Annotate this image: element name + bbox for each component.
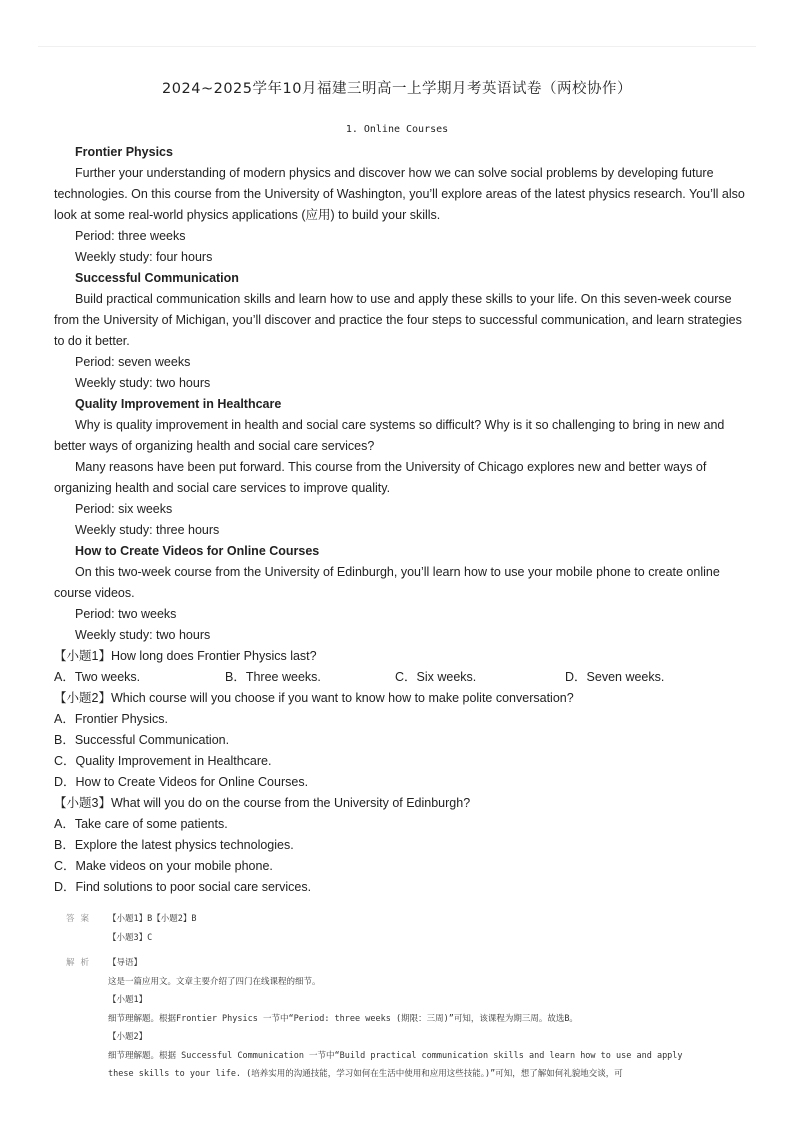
course-period: Period: two weeks xyxy=(75,607,177,621)
analysis-label: 解析 xyxy=(66,958,96,968)
course-description: Build practical communication skills and learn how to use and apply these skills to your life. On this seven-week course from the University of Michigan, you’ll discover and practice the four steps to successful communication, and learn strategies to do it better. xyxy=(54,292,742,348)
analysis-content xyxy=(108,954,748,1084)
option-a: A．Take care of some patients. xyxy=(54,817,228,831)
course-title: Successful Communication xyxy=(75,271,239,285)
question-heading: 1. Online Courses xyxy=(345,124,449,135)
question-stem: 【小题1】How long does Frontier Physics last? xyxy=(54,649,317,663)
course-period: Period: seven weeks xyxy=(75,355,191,369)
analysis-line: 【导语】 xyxy=(108,958,143,968)
option-b: B．Explore the latest physics technologies. xyxy=(54,838,294,852)
option-a: A．Two weeks. xyxy=(54,670,141,684)
answer-options-row xyxy=(54,667,754,688)
question-stem: 【小题3】What will you do on the course from the University of Edinburgh? xyxy=(54,796,471,810)
course-period: Period: three weeks xyxy=(75,229,186,243)
course-description: Why is quality improvement in health and social care systems so difficult? Why is it so challenging to bring in new and better ways of organizing health and social care services? xyxy=(54,418,725,453)
question-stem: 【小题2】Which course will you choose if you want to know how to make polite conversation? xyxy=(54,691,574,705)
course-title: How to Create Videos for Online Courses xyxy=(75,544,320,558)
course-description: Further your understanding of modern physics and discover how we can solve social problems by developing future technologies. On this course from the University of Washington, you’ll explore areas of the latest physics research. You’ll also look at some real-world physics applications (应用) to build your skills. xyxy=(54,166,745,222)
course-weekly-study: Weekly study: four hours xyxy=(75,250,213,264)
option-d: D．Find solutions to poor social care services. xyxy=(54,880,312,894)
option-c: C．Six weeks. xyxy=(395,670,477,684)
analysis-line: 这是一篇应用文。文章主要介绍了四门在线课程的细节。 xyxy=(108,976,321,987)
answer-label: 答案 xyxy=(66,914,96,924)
option-c: C．Quality Improvement in Healthcare. xyxy=(54,754,272,768)
option-d: D．How to Create Videos for Online Courses. xyxy=(54,775,309,789)
answer-content xyxy=(108,910,748,947)
analysis-line: 【小题2】 xyxy=(108,1032,148,1042)
course-period: Period: six weeks xyxy=(75,502,173,516)
course-title: Frontier Physics xyxy=(75,145,173,159)
answer-line: 【小题1】B【小题2】B xyxy=(108,914,197,924)
course-description: On this two-week course from the University of Edinburgh, you’ll learn how to use your mobile phone to create online course videos. xyxy=(54,565,720,600)
analysis-line: 细节理解题。根据Frontier Physics 一节中“Period: three weeks (期限：三周)”可知，该课程为期三周。故选B。 xyxy=(108,1013,578,1024)
option-c: C．Make videos on your mobile phone. xyxy=(54,859,273,873)
analysis-line: 细节理解题。根据 Successful Communication 一节中“Build practical communication skills and learn how to use and apply xyxy=(108,1050,683,1061)
course-title: Quality Improvement in Healthcare xyxy=(75,397,282,411)
header-rule xyxy=(38,46,756,47)
analysis-line: these skills to your life. (培养实用的沟通技能，学习如何在生活中使用和应用这些技能。)”可知，想了解如何礼貌地交谈，可 xyxy=(108,1069,623,1079)
course-weekly-study: Weekly study: three hours xyxy=(75,523,220,537)
course-weekly-study: Weekly study: two hours xyxy=(75,628,211,642)
option-b: B．Successful Communication. xyxy=(54,733,230,747)
passage-body xyxy=(54,142,754,898)
option-a: A．Frontier Physics. xyxy=(54,712,168,726)
course-description: Many reasons have been put forward. This course from the University of Chicago explores new and better ways of organizing health and social care services to improve quality. xyxy=(54,460,707,495)
document-title: 2024~2025学年10月福建三明高一上学期月考英语试卷（两校协作） xyxy=(162,81,632,97)
option-d: D．Seven weeks. xyxy=(565,670,665,684)
course-weekly-study: Weekly study: two hours xyxy=(75,376,211,390)
answer-line: 【小题3】C xyxy=(108,932,153,943)
analysis-line: 【小题1】 xyxy=(108,995,148,1005)
option-b: B．Three weeks. xyxy=(225,670,321,684)
